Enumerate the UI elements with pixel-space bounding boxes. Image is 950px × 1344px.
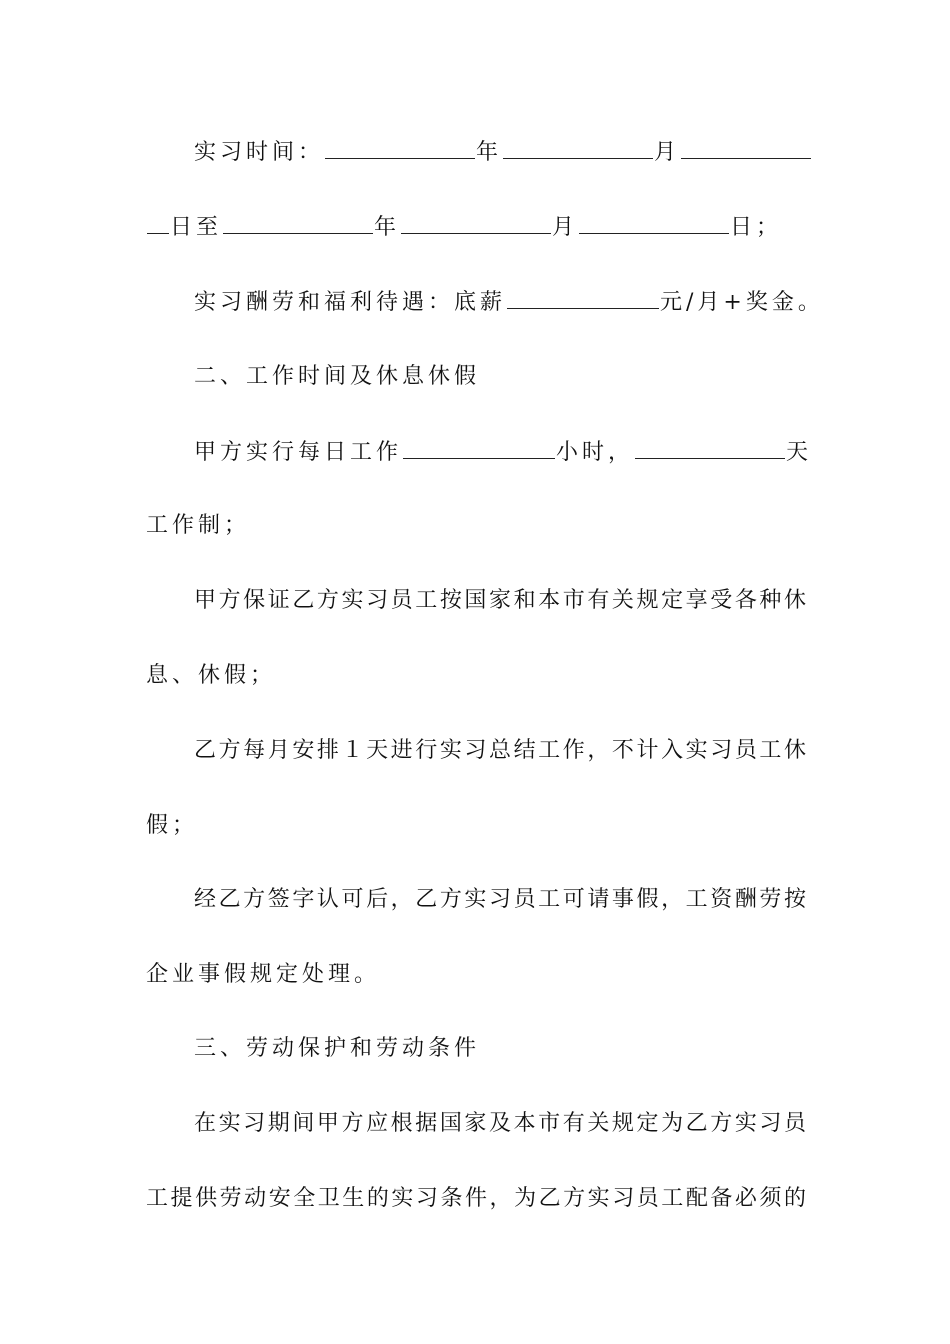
body-line: 假； [146, 813, 199, 838]
section-heading-3: 三、劳动保护和劳动条件 [194, 1036, 481, 1061]
month-label: 月 [654, 140, 681, 165]
year-label: 年 [476, 140, 503, 165]
hours-unit: 小时， [556, 440, 635, 465]
day-blank-start [681, 134, 811, 159]
internship-period-label: 实习时间： [194, 140, 325, 165]
salary-label: 实习酬劳和福利待遇：底薪 [194, 290, 507, 315]
end-day-blank [579, 209, 729, 234]
body-line: 企业事假规定处理。 [146, 962, 381, 987]
end-month-blank [401, 209, 551, 234]
body-line: 在实习期间甲方应根据国家及本市有关规定为乙方实习员 [194, 1111, 806, 1136]
salary-blank [507, 284, 659, 309]
work-hours-line [146, 434, 813, 470]
year-blank [325, 134, 475, 159]
internship-period-line [146, 134, 806, 170]
salary-unit: 元/月+奖金。 [660, 290, 824, 315]
body-line: 工作制； [146, 513, 251, 538]
internship-end-line [146, 209, 806, 245]
salary-line [146, 284, 824, 320]
body-line: 工提供劳动安全卫生的实习条件，为乙方实习员工配备必须的 [146, 1186, 806, 1211]
section-heading-2: 二、工作时间及休息休假 [194, 364, 481, 389]
hours-blank [403, 434, 555, 459]
end-year-label: 年 [374, 215, 401, 240]
body-line: 息、休假； [146, 663, 277, 688]
work-hours-label: 甲方实行每日工作 [194, 440, 403, 465]
body-line: 甲方保证乙方实习员工按国家和本市有关规定享受各种休 [194, 588, 806, 613]
days-unit: 天 [786, 440, 813, 465]
body-line: 乙方每月安排１天进行实习总结工作，不计入实习员工休 [194, 738, 806, 763]
day-blank-end [147, 209, 169, 234]
end-month-label: 月 [552, 215, 579, 240]
body-line: 经乙方签字认可后，乙方实习员工可请事假，工资酬劳按 [194, 887, 806, 912]
days-blank [635, 434, 785, 459]
end-day-label: 日； [730, 215, 783, 240]
day-to-label: 日至 [170, 215, 223, 240]
end-year-blank [223, 209, 373, 234]
month-blank [503, 134, 653, 159]
